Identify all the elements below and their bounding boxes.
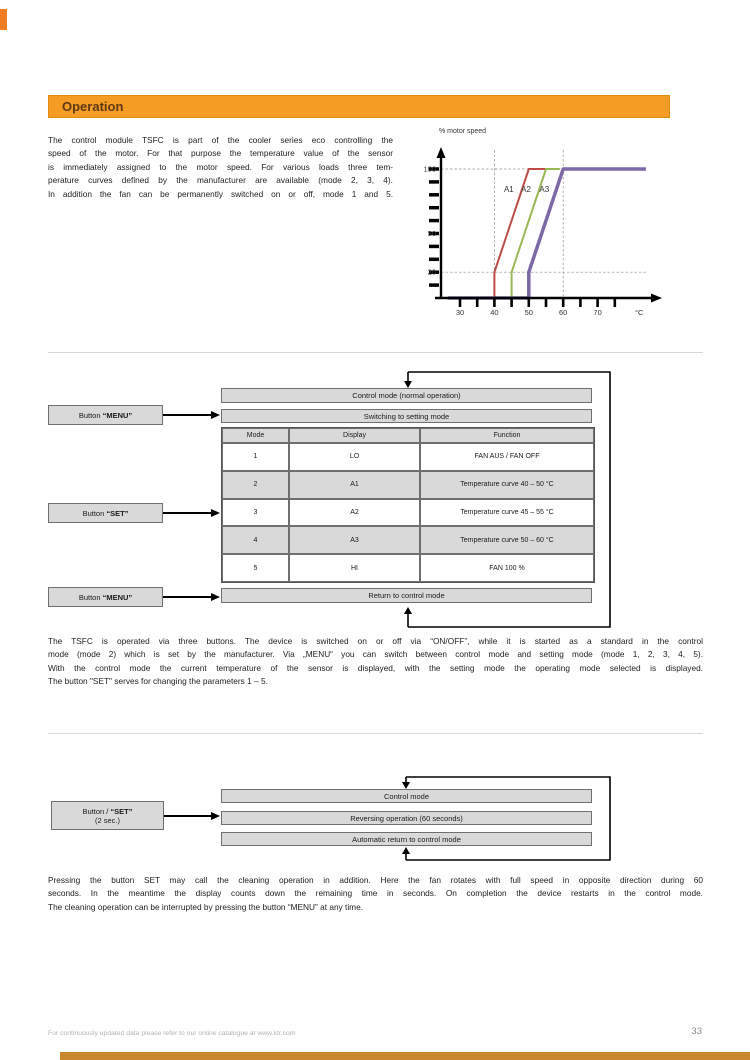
flow-bar-label: Switching to setting mode	[363, 411, 450, 421]
page-title: Operation	[62, 99, 124, 114]
body-line: seconds. In the meantime the display counts down the remaining time in seconds. On completion the device restarts in the control mode.	[48, 888, 703, 899]
button-label-prefix: Button	[78, 592, 103, 602]
intro-paragraph	[48, 134, 393, 201]
page-number: 33	[691, 1026, 702, 1037]
table-cell: Temperature curve 50 – 60 °C	[420, 526, 594, 554]
svg-text:60: 60	[559, 308, 568, 317]
separator	[48, 733, 703, 734]
body-line: The button "SET" serves for changing the parameters 1 – 5.	[48, 676, 268, 687]
flow-bar-reversing	[221, 811, 592, 825]
flow-bar-label: Reversing operation (60 seconds)	[350, 813, 463, 823]
button-label-prefix: Button /	[82, 806, 111, 816]
button-menu-1	[48, 405, 163, 425]
flow-bar-control-mode	[221, 388, 592, 403]
svg-text:40: 40	[490, 308, 499, 317]
table-cell: HI	[289, 554, 420, 582]
button-set-label: “SET”	[110, 806, 133, 816]
button-set-2sec	[51, 801, 164, 830]
body-line: mode (mode 2) which is set by the manufacturer. Via „MENU“ you can switch between control mode and setting mode (mode 1, 2, 3, 4, 5).	[48, 649, 703, 660]
button-menu-label: “MENU”	[102, 410, 133, 420]
footer-note: For continuously updated data please refer to our online catalogue at www.ktr.com	[48, 1030, 296, 1037]
svg-text:30: 30	[455, 308, 465, 317]
intro-line: is immediately assigned to the motor speed. For various loads three tem-	[48, 161, 393, 172]
intro-line: The control module TSFC is part of the cooler series eco controlling the	[48, 135, 393, 145]
svg-text:A2: A2	[521, 185, 531, 195]
table-cell: Temperature curve 40 – 50 °C	[420, 471, 594, 499]
table-header-function: Function	[420, 428, 594, 443]
table-cell: A1	[289, 471, 420, 499]
body-paragraph-1	[48, 635, 703, 689]
table-cell: Temperature curve 45 – 55 °C	[420, 499, 594, 527]
flow-bar-control-mode-2	[221, 789, 592, 803]
footer-accent-bar	[60, 1052, 750, 1060]
table-cell: 5	[222, 554, 289, 582]
table-cell: 4	[222, 526, 289, 554]
body-line: The TSFC is operated via three buttons. The device is switched on or off via “ON/OFF”, while it is started as a standard in the control	[48, 636, 703, 646]
flow-bar-label: Return to control mode	[368, 591, 445, 600]
svg-text:70: 70	[593, 308, 602, 317]
table-cell: A2	[289, 499, 420, 527]
svg-text:50: 50	[524, 308, 533, 317]
svg-text:20: 20	[427, 267, 436, 277]
table-header-display: Display	[289, 428, 420, 443]
body-line: With the control mode the current temperature of the sensor is displayed, with the setting mode the operating mode selected is displayed.	[48, 662, 703, 673]
intro-line: perature curves defined by the manufacturer are available (mode 2, 3, 4).	[48, 175, 393, 186]
flow-bar-label: Control mode (normal operation)	[352, 391, 461, 400]
page-corner-accent	[0, 9, 7, 30]
flow-bar-return	[221, 588, 592, 603]
section-header	[48, 95, 670, 118]
svg-text:% motor speed: % motor speed	[439, 128, 487, 135]
table-cell: 1	[222, 443, 289, 471]
svg-text:°C: °C	[635, 308, 644, 317]
table-cell: LO	[289, 443, 420, 471]
intro-line: In addition the fan can be permanently switched on or off, mode 1 and 5.	[48, 188, 393, 199]
button-menu-2	[48, 587, 163, 607]
flow-bar-label: Control mode	[383, 791, 430, 801]
flow-bar-label: Automatic return to control mode	[352, 834, 461, 844]
table-cell: FAN 100 %	[420, 554, 594, 582]
button-label-prefix: Button	[78, 410, 103, 420]
motor-speed-chart	[423, 120, 723, 335]
button-set	[48, 503, 163, 523]
table-cell: 3	[222, 499, 289, 527]
mode-table	[221, 427, 595, 583]
table-header-mode: Mode	[222, 428, 289, 443]
intro-line: speed of the motor. For that purpose the temperature value of the sensor	[48, 148, 393, 159]
button-menu-label: “MENU”	[102, 592, 133, 602]
body-line: The cleaning operation can be interrupted by pressing the button “MENU” at any time.	[48, 901, 363, 912]
flow-bar-switching	[221, 409, 592, 423]
button-set-label: “SET”	[106, 508, 129, 518]
svg-text:A3: A3	[539, 185, 550, 195]
separator	[48, 352, 703, 353]
table-cell: 2	[222, 471, 289, 499]
table-cell: FAN AUS / FAN OFF	[420, 443, 594, 471]
svg-text:100: 100	[423, 164, 436, 174]
body-line: Pressing the button SET may call the cleaning operation in addition. Here the fan rotates with full speed in opposite direction during 60	[48, 875, 703, 885]
flow-bar-auto-return	[221, 832, 592, 846]
body-paragraph-2	[48, 874, 703, 914]
table-cell: A3	[289, 526, 420, 554]
svg-text:A1: A1	[503, 185, 514, 195]
button-label-sub: (2 sec.)	[94, 815, 120, 825]
button-label-prefix: Button	[82, 508, 107, 518]
svg-text:50: 50	[427, 229, 436, 238]
